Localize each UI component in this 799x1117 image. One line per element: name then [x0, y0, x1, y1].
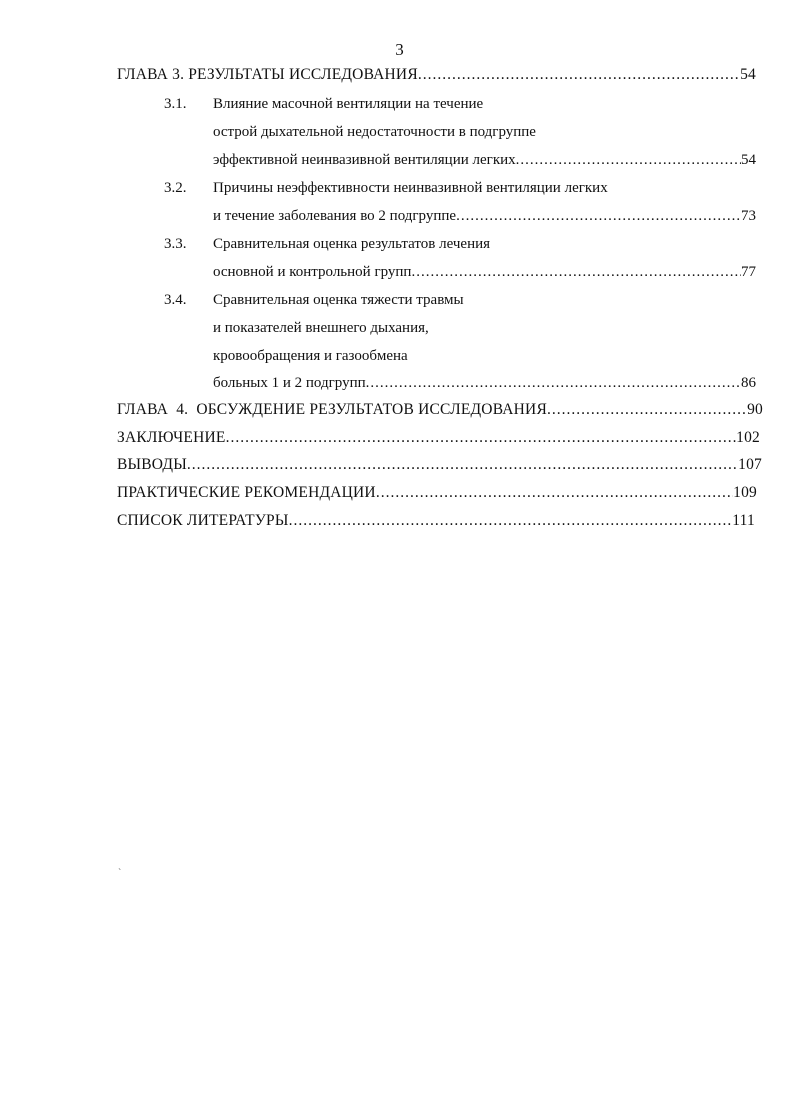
toc-entry-title: ГЛАВА 3. РЕЗУЛЬТАТЫ ИССЛЕДОВАНИЯ	[117, 66, 418, 83]
toc-entry-3-2[interactable]	[213, 206, 756, 226]
toc-entry-3-4-line3: кровообращения и газообмена	[213, 348, 408, 364]
stray-mark: `	[118, 868, 122, 879]
toc-leader-dots	[366, 373, 741, 393]
toc-entry-title: СПИСОК ЛИТЕРАТУРЫ	[117, 512, 289, 529]
toc-entry-title: ГЛАВА 4. ОБСУЖДЕНИЕ РЕЗУЛЬТАТОВ ИССЛЕДОВАНИЯ	[117, 401, 547, 418]
section-number-3-4: 3.4.	[164, 292, 187, 308]
toc-entry-page: 54	[740, 66, 756, 83]
toc-entry-3-1-line2: острой дыхательной недостаточности в подгруппе	[213, 124, 536, 140]
toc-entry-3-4-line1: Сравнительная оценка тяжести травмы	[213, 292, 464, 308]
toc-entry-title: больных 1 и 2 подгрупп	[213, 375, 366, 391]
toc-entry-page: 109	[733, 484, 757, 501]
toc-entry-3-4-line2: и показателей внешнего дыхания,	[213, 320, 429, 336]
toc-leader-dots	[289, 511, 733, 531]
toc-leader-dots	[187, 455, 738, 475]
toc-entry-page: 90	[747, 401, 763, 418]
toc-entry-title: ЗАКЛЮЧЕНИЕ	[117, 429, 226, 446]
toc-entry-3-2-line1: Причины неэффективности неинвазивной вентиляции легких	[213, 180, 608, 196]
page-number: 3	[395, 40, 404, 59]
toc-entry-page: 73	[741, 208, 756, 224]
toc-leader-dots	[418, 65, 740, 85]
toc-entry-title: и течение заболевания во 2 подгруппе	[213, 208, 457, 224]
toc-entry-recommendations[interactable]	[117, 483, 757, 503]
toc-entry-chapter-3[interactable]	[117, 65, 756, 85]
toc-entry-3-3[interactable]	[213, 262, 756, 282]
toc-leader-dots	[411, 262, 741, 282]
toc-entry-conclusion[interactable]	[117, 428, 760, 448]
toc-entry-references[interactable]	[117, 511, 755, 531]
toc-entry-3-4[interactable]	[213, 373, 756, 393]
toc-entry-3-1-line1: Влияние масочной вентиляции на течение	[213, 96, 484, 112]
toc-leader-dots	[547, 400, 747, 420]
toc-entry-title: ПРАКТИЧЕСКИЕ РЕКОМЕНДАЦИИ	[117, 484, 376, 501]
toc-entry-page: 77	[741, 264, 756, 280]
toc-leader-dots	[226, 428, 737, 448]
section-number-3-2: 3.2.	[164, 180, 187, 196]
toc-entry-title: основной и контрольной групп	[213, 264, 412, 280]
toc-leader-dots	[376, 483, 733, 503]
toc-entry-3-3-line1: Сравнительная оценка результатов лечения	[213, 236, 491, 252]
toc-leader-dots	[516, 150, 741, 170]
toc-entry-page: 107	[738, 456, 762, 473]
section-number-3-3: 3.3.	[164, 236, 187, 252]
toc-entry-page: 54	[741, 152, 756, 168]
toc-entry-page: 111	[732, 512, 755, 529]
toc-entry-title: эффективной неинвазивной вентиляции легких	[213, 152, 516, 168]
toc-entry-chapter-4[interactable]	[117, 400, 763, 420]
toc-entry-page: 102	[736, 429, 760, 446]
section-number-3-1: 3.1.	[164, 96, 187, 112]
toc-entry-title: ВЫВОДЫ	[117, 456, 187, 473]
toc-entry-3-1[interactable]	[213, 150, 756, 170]
toc-entry-page: 86	[741, 375, 756, 391]
toc-leader-dots	[456, 206, 741, 226]
toc-entry-findings[interactable]	[117, 455, 762, 475]
